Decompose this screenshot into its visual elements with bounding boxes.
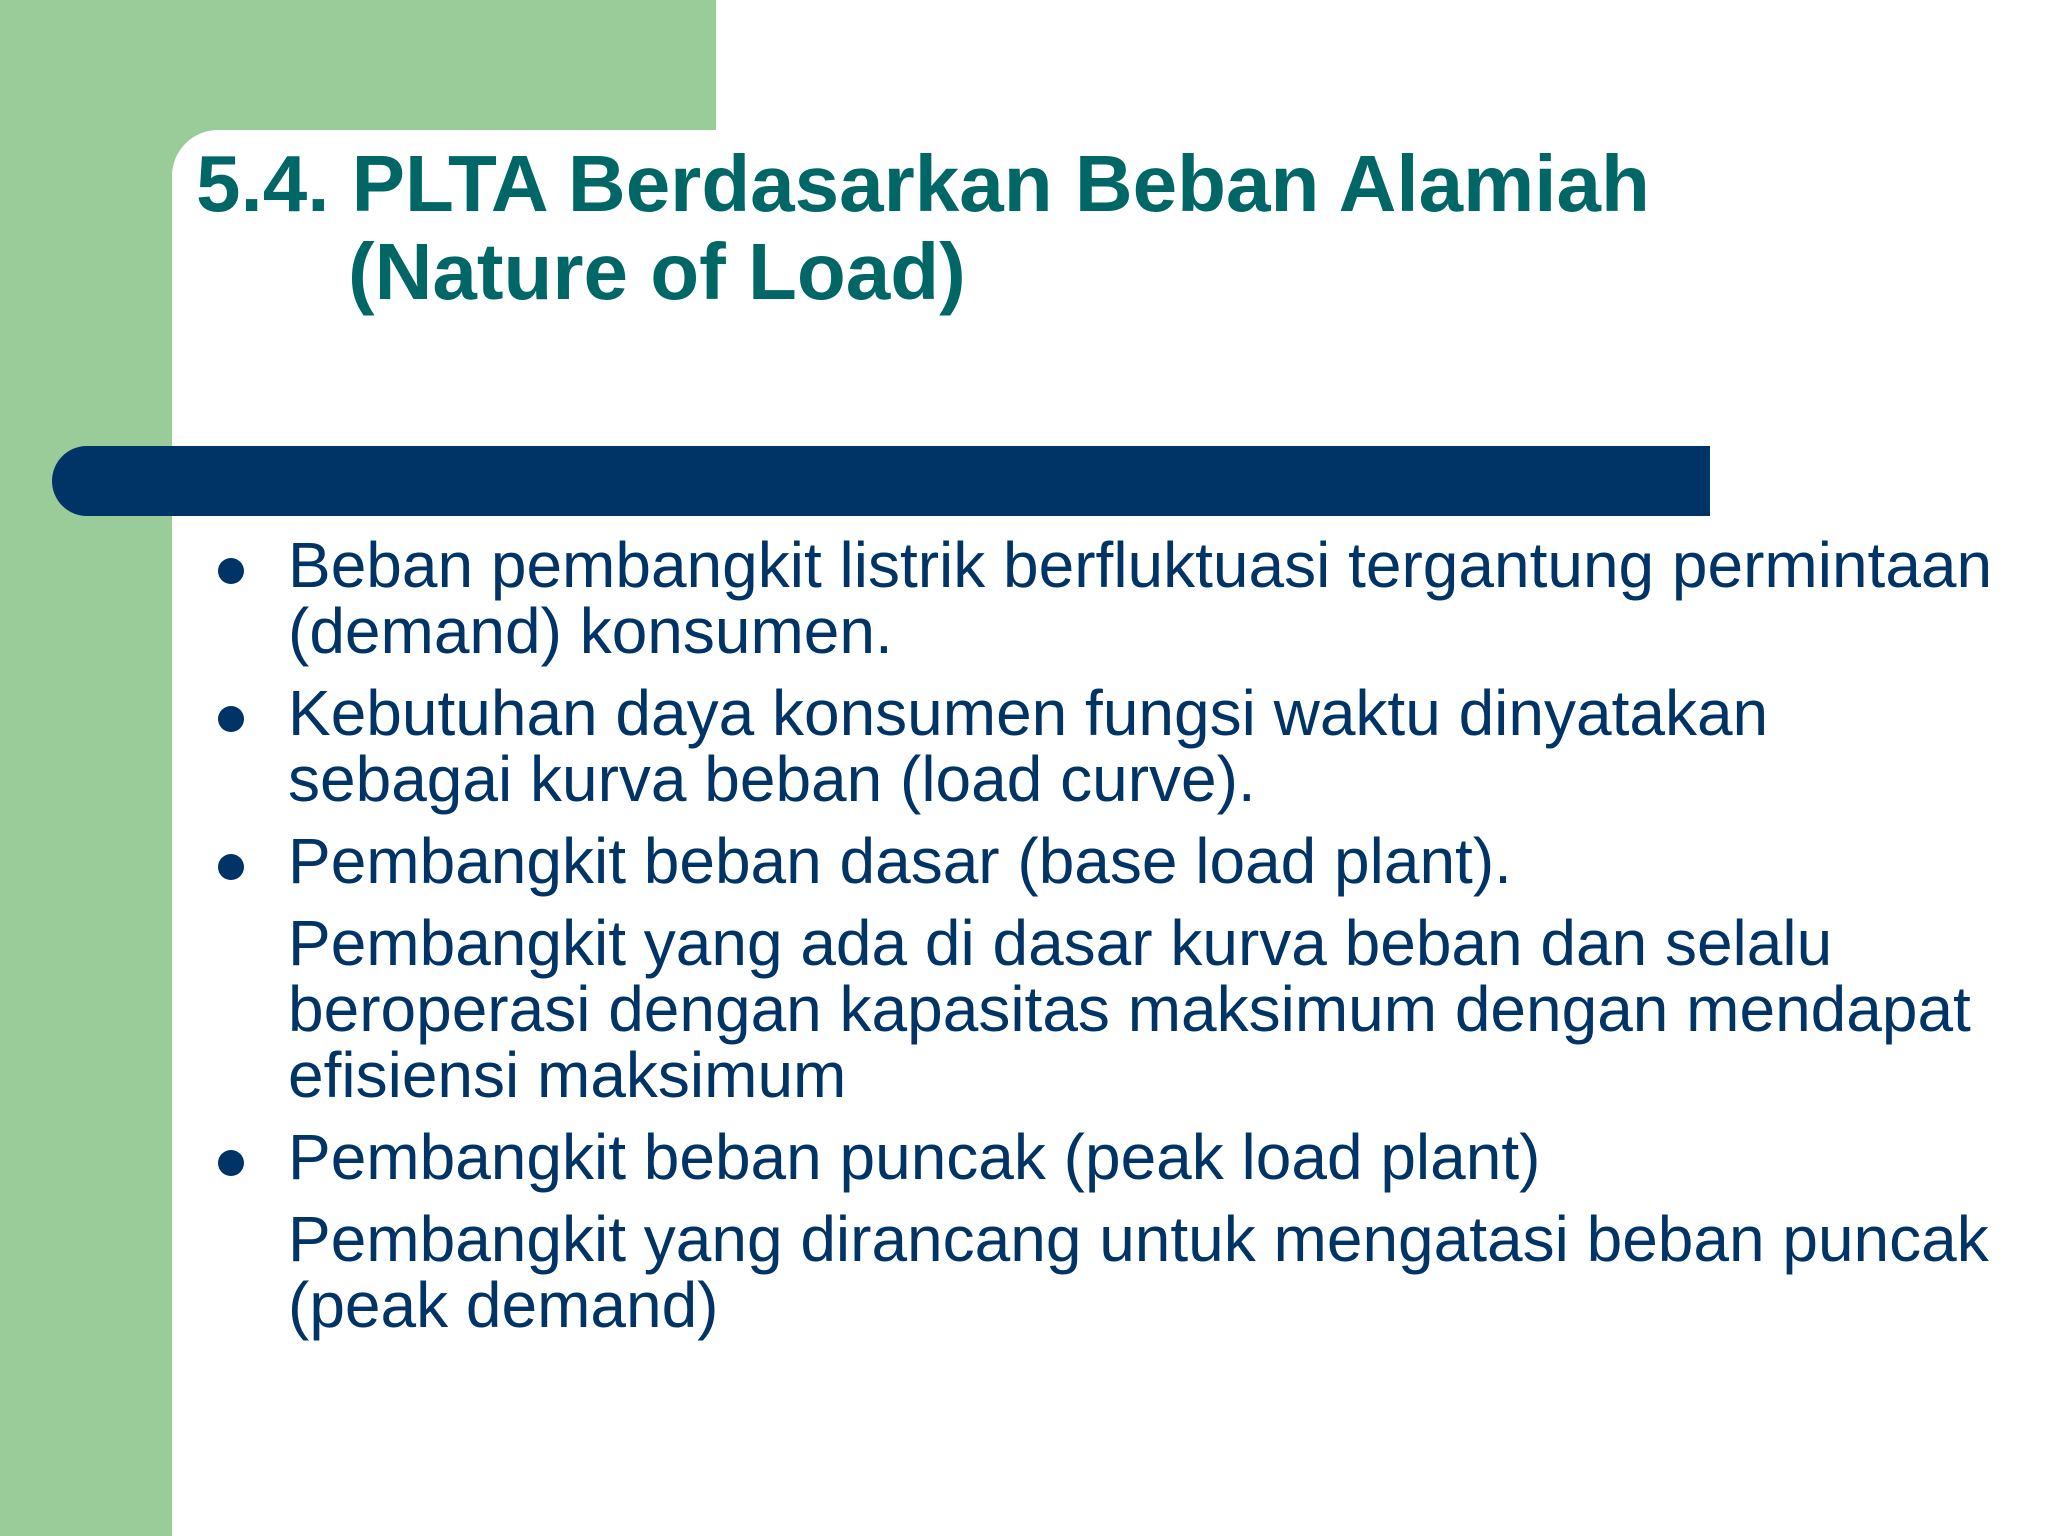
accent-bar <box>52 446 1710 516</box>
bullet-item <box>210 529 2010 667</box>
bullet-dot-icon <box>218 558 244 584</box>
bullet-item <box>210 677 2010 815</box>
bullet-item <box>210 1121 2010 1193</box>
bullet-dot-icon <box>218 854 244 880</box>
bullet-detail <box>210 1203 2010 1341</box>
bullet-list <box>210 529 2010 1354</box>
bullet-detail <box>210 907 2010 1111</box>
bullet-text: Beban pembangkit listrik berfluktuasi tergantung permintaan (demand) konsumen. <box>288 529 1993 667</box>
bullet-text: Pembangkit beban dasar (base load plant). <box>288 825 1512 897</box>
bullet-text: Pembangkit beban puncak (peak load plant) <box>288 1121 1541 1193</box>
bullet-detail-text: Pembangkit yang ada di dasar kurva beban dan selalu beroperasi dengan kapasitas maksimum dengan mendapat efisiensi maksimum <box>288 907 1971 1111</box>
slide-title-line-2: (Nature of Load) <box>348 227 966 316</box>
slide-title <box>196 140 1650 316</box>
bullet-dot-icon <box>218 706 244 732</box>
bullet-dot-icon <box>218 1150 244 1176</box>
slide-title-line-1: 5.4. PLTA Berdasarkan Beban Alamiah <box>196 139 1650 228</box>
bullet-text: Kebutuhan daya konsumen fungsi waktu dinyatakan sebagai kurva beban (load curve). <box>288 677 1769 815</box>
green-side-band <box>0 0 172 1536</box>
bullet-item <box>210 825 2010 897</box>
bullet-detail-text: Pembangkit yang dirancang untuk mengatasi beban puncak (peak demand) <box>288 1203 1989 1341</box>
